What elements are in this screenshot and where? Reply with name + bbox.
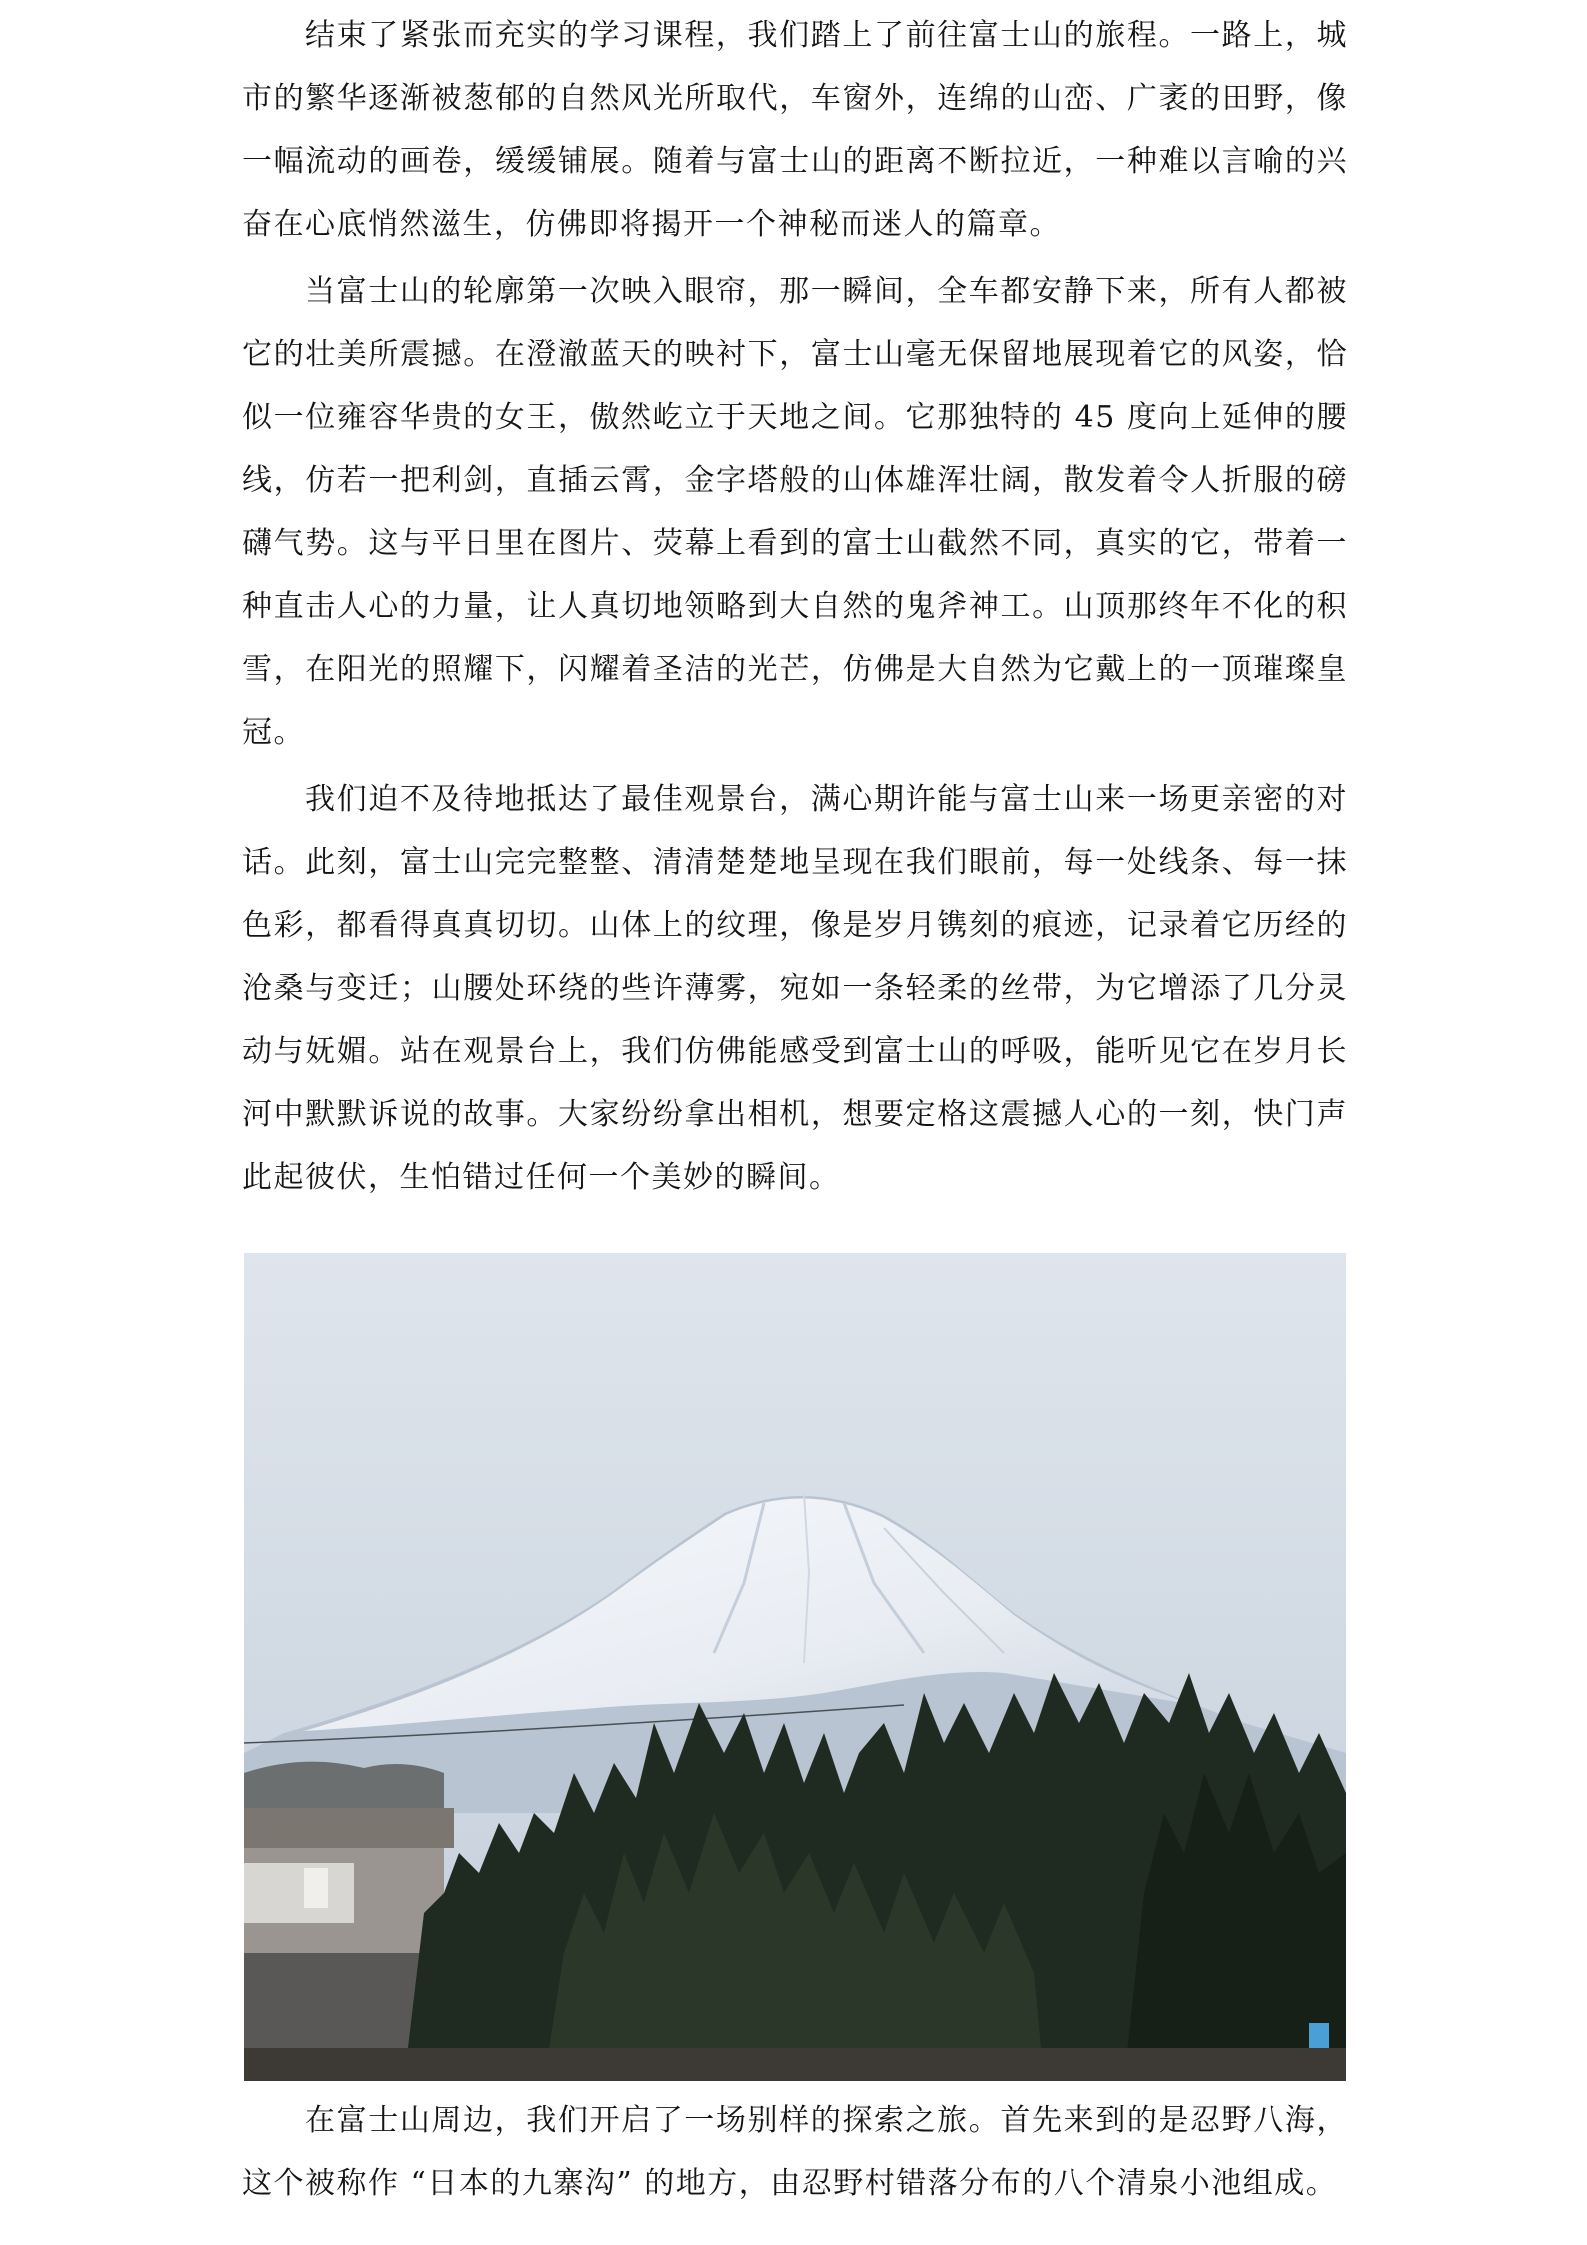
paragraph-journey: 结束了紧张而充实的学习课程，我们踏上了前往富士山的旅程。一路上，城市的繁华逐渐被葱郁的自然风光所取代，车窗外，连绵的山峦、广袤的田野，像一幅流动的画卷，缓缓铺展。随着与富士山的距离不断拉近，一种难以言喻的兴奋在心底悄然滋生，仿佛即将揭开一个神秘而迷人的篇章。 — [242, 18, 1348, 242]
article-text-bottom — [242, 2089, 1348, 2215]
paragraph-viewing-platform: 我们迫不及待地抵达了最佳观景台，满心期许能与富士山来一场更亲密的对话。此刻，富士山完完整整、清清楚楚地呈现在我们眼前，每一处线条、每一抹色彩，都看得真真切切。山体上的纹理，像是岁月镌刻的痕迹，记录着它历经的沧桑与变迁；山腰处环绕的些许薄雾，宛如一条轻柔的丝带，为它增添了几分灵动与妩媚。站在观景台上，我们仿佛能感受到富士山的呼吸，能听见它在岁月长河中默默诉说的故事。大家纷纷拿出相机，想要定格这震撼人心的一刻，快门声此起彼伏，生怕错过任何一个美妙的瞬间。 — [242, 782, 1348, 1195]
paragraph-oshino-hakkai: 在富士山周边，我们开启了一场别样的探索之旅。首先来到的是忍野八海，这个被称作 “日本的九寨沟” 的地方，由忍野村错落分布的八个清泉小池组成。 — [242, 2103, 1348, 2201]
house-roof — [244, 1808, 454, 1848]
mount-fuji-photo — [244, 1253, 1346, 2081]
article-text-top — [242, 4, 1348, 1209]
distant-hills — [244, 1762, 444, 1813]
paragraph-first-sight: 当富士山的轮廓第一次映入眼帘，那一瞬间，全车都安静下来，所有人都被它的壮美所震撼。在澄澈蓝天的映衬下，富士山毫无保留地展现着它的风姿，恰似一位雍容华贵的女王，傲然屹立于天地之间。它那独特的 45 度向上延伸的腰线，仿若一把利剑，直插云霄，金字塔般的山体雄浑壮阔，散发着令人折服的磅礴气势。这与平日里在图片、荧幕上看到的富士山截然不同，真实的它，带着一种直击人心的力量，让人真切地领略到大自然的鬼斧神工。山顶那终年不化的积雪，在阳光的照耀下，闪耀着圣洁的光芒，仿佛是大自然为它戴上的一顶璀璨皇冠。 — [242, 274, 1348, 750]
